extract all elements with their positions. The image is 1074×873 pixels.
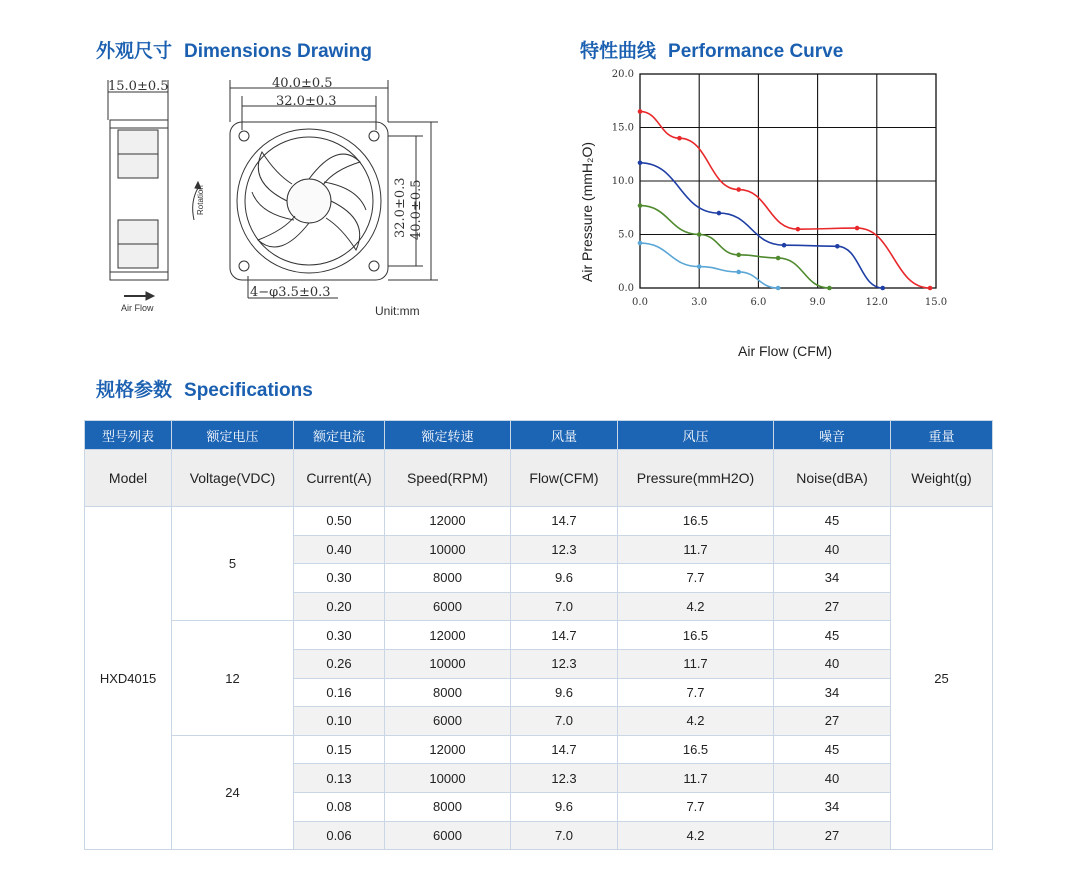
outer-width-label: 40.0±0.5 xyxy=(272,76,333,91)
speed-cell: 12000 xyxy=(385,621,511,650)
series-point-2 xyxy=(697,232,702,237)
header-cn-2: 额定电流 xyxy=(294,421,385,450)
y-tick-label: 10.0 xyxy=(611,176,634,187)
header-en-6: Noise(dBA) xyxy=(774,450,891,507)
table-header-cn xyxy=(85,421,993,450)
series-point-0 xyxy=(855,226,860,231)
current-cell: 0.40 xyxy=(294,535,385,564)
current-cell: 0.30 xyxy=(294,564,385,593)
current-cell: 0.06 xyxy=(294,821,385,850)
speed-cell: 6000 xyxy=(385,821,511,850)
x-tick-label: 9.0 xyxy=(809,297,826,308)
voltage-cell: 24 xyxy=(172,735,294,849)
y-tick-label: 5.0 xyxy=(618,229,634,241)
noise-cell: 45 xyxy=(774,735,891,764)
flow-cell: 9.6 xyxy=(511,678,618,707)
header-en-7: Weight(g) xyxy=(891,450,993,507)
x-tick-label: 6.0 xyxy=(750,297,767,308)
rotation-label: Rotation xyxy=(196,185,205,215)
current-cell: 0.13 xyxy=(294,764,385,793)
pressure-cell: 11.7 xyxy=(618,535,774,564)
header-en-3: Speed(RPM) xyxy=(385,450,511,507)
performance-chart xyxy=(575,62,965,367)
speed-cell: 6000 xyxy=(385,707,511,736)
series-point-3 xyxy=(736,270,741,275)
y-tick-label: 20.0 xyxy=(611,69,634,80)
series-line-3 xyxy=(640,243,778,288)
pressure-cell: 16.5 xyxy=(618,621,774,650)
series-point-1 xyxy=(835,244,840,249)
speed-cell: 6000 xyxy=(385,592,511,621)
header-cn-4: 风量 xyxy=(511,421,618,450)
holes-label: 4−φ3.5±0.3 xyxy=(250,285,331,300)
voltage-cell: 12 xyxy=(172,621,294,735)
noise-cell: 45 xyxy=(774,621,891,650)
header-cn-3: 额定转速 xyxy=(385,421,511,450)
airflow-arrow xyxy=(124,292,154,300)
voltage-cell: 5 xyxy=(172,507,294,621)
speed-cell: 10000 xyxy=(385,649,511,678)
specs-title xyxy=(96,375,313,402)
speed-cell: 10000 xyxy=(385,764,511,793)
header-en-0: Model xyxy=(85,450,172,507)
noise-cell: 40 xyxy=(774,764,891,793)
table-row xyxy=(85,735,993,764)
table-body xyxy=(85,507,993,850)
flow-cell: 9.6 xyxy=(511,792,618,821)
series-line-0 xyxy=(640,111,930,288)
header-cn-7: 重量 xyxy=(891,421,993,450)
speed-cell: 12000 xyxy=(385,507,511,536)
speed-cell: 8000 xyxy=(385,678,511,707)
header-cn-1: 额定电压 xyxy=(172,421,294,450)
hole-spacing-v-label: 32.0±0.3 xyxy=(393,177,408,238)
noise-cell: 27 xyxy=(774,707,891,736)
current-cell: 0.08 xyxy=(294,792,385,821)
series-point-1 xyxy=(880,286,885,291)
hole-spacing-label: 32.0±0.3 xyxy=(276,94,337,109)
table-row xyxy=(85,507,993,536)
flow-cell: 14.7 xyxy=(511,621,618,650)
speed-cell: 8000 xyxy=(385,792,511,821)
flow-cell: 14.7 xyxy=(511,735,618,764)
series-point-2 xyxy=(736,253,741,258)
flow-cell: 7.0 xyxy=(511,707,618,736)
series-point-3 xyxy=(697,264,702,269)
airflow-label: Air Flow xyxy=(121,303,154,313)
series-point-3 xyxy=(776,286,781,291)
dimensions-title-en: Dimensions Drawing xyxy=(184,41,372,62)
speed-cell: 10000 xyxy=(385,535,511,564)
flow-cell: 7.0 xyxy=(511,592,618,621)
specs-title-en: Specifications xyxy=(184,380,313,401)
flow-cell: 7.0 xyxy=(511,821,618,850)
performance-title xyxy=(580,36,843,63)
current-cell: 0.26 xyxy=(294,649,385,678)
dimensions-drawing xyxy=(98,70,458,325)
noise-cell: 27 xyxy=(774,821,891,850)
y-tick-label: 0.0 xyxy=(618,283,634,294)
noise-cell: 45 xyxy=(774,507,891,536)
x-tick-label: 0.0 xyxy=(632,297,648,308)
current-cell: 0.15 xyxy=(294,735,385,764)
series-point-1 xyxy=(717,211,722,216)
noise-cell: 27 xyxy=(774,592,891,621)
x-tick-label: 12.0 xyxy=(865,297,888,308)
model-cell: HXD4015 xyxy=(85,507,172,850)
chart-series xyxy=(638,109,933,290)
x-tick-label: 3.0 xyxy=(691,297,708,308)
pressure-cell: 7.7 xyxy=(618,678,774,707)
x-tick-label: 15.0 xyxy=(924,297,948,308)
pressure-cell: 11.7 xyxy=(618,764,774,793)
flow-cell: 9.6 xyxy=(511,564,618,593)
flow-cell: 12.3 xyxy=(511,649,618,678)
current-cell: 0.10 xyxy=(294,707,385,736)
current-cell: 0.20 xyxy=(294,592,385,621)
speed-cell: 8000 xyxy=(385,564,511,593)
performance-title-cn: 特性曲线 xyxy=(580,41,657,62)
performance-title-en: Performance Curve xyxy=(668,41,844,62)
current-cell: 0.50 xyxy=(294,507,385,536)
series-point-0 xyxy=(736,187,741,192)
table-header-en xyxy=(85,450,993,507)
series-point-0 xyxy=(638,109,643,114)
chart-xlabel: Air Flow (CFM) xyxy=(738,343,833,359)
dimensions-title xyxy=(96,36,372,63)
specs-title-cn: 规格参数 xyxy=(96,380,173,401)
series-point-0 xyxy=(928,286,933,291)
current-cell: 0.16 xyxy=(294,678,385,707)
header-cn-5: 风压 xyxy=(618,421,774,450)
header-cn-0: 型号列表 xyxy=(85,421,172,450)
noise-cell: 40 xyxy=(774,535,891,564)
series-point-2 xyxy=(827,286,832,291)
pressure-cell: 16.5 xyxy=(618,735,774,764)
pressure-cell: 7.7 xyxy=(618,792,774,821)
outer-height-label: 40.0±0.5 xyxy=(409,179,424,240)
header-cn-6: 噪音 xyxy=(774,421,891,450)
series-point-2 xyxy=(776,256,781,261)
unit-label: Unit:mm xyxy=(375,304,420,318)
table-row xyxy=(85,621,993,650)
speed-cell: 12000 xyxy=(385,735,511,764)
header-en-2: Current(A) xyxy=(294,450,385,507)
flow-cell: 12.3 xyxy=(511,535,618,564)
current-cell: 0.30 xyxy=(294,621,385,650)
fan-side-view xyxy=(108,80,168,280)
chart-ylabel: Air Pressure (mmH₂O) xyxy=(579,142,595,282)
pressure-cell: 4.2 xyxy=(618,821,774,850)
series-point-0 xyxy=(796,227,801,232)
series-point-3 xyxy=(638,241,643,246)
flow-cell: 14.7 xyxy=(511,507,618,536)
series-line-2 xyxy=(640,206,829,288)
y-tick-label: 15.0 xyxy=(611,122,634,134)
series-point-1 xyxy=(638,161,643,166)
header-en-4: Flow(CFM) xyxy=(511,450,618,507)
weight-cell: 25 xyxy=(891,507,993,850)
pressure-cell: 11.7 xyxy=(618,649,774,678)
pressure-cell: 7.7 xyxy=(618,564,774,593)
chart-ticks xyxy=(612,69,947,308)
pressure-cell: 4.2 xyxy=(618,707,774,736)
pressure-cell: 16.5 xyxy=(618,507,774,536)
flow-cell: 12.3 xyxy=(511,764,618,793)
noise-cell: 34 xyxy=(774,564,891,593)
side-width-label: 15.0±0.5 xyxy=(108,79,169,94)
series-point-0 xyxy=(677,136,682,141)
series-point-2 xyxy=(638,203,643,208)
pressure-cell: 4.2 xyxy=(618,592,774,621)
noise-cell: 40 xyxy=(774,649,891,678)
header-en-1: Voltage(VDC) xyxy=(172,450,294,507)
header-en-5: Pressure(mmH2O) xyxy=(618,450,774,507)
specs-table xyxy=(84,420,993,850)
noise-cell: 34 xyxy=(774,678,891,707)
series-point-1 xyxy=(782,243,787,248)
noise-cell: 34 xyxy=(774,792,891,821)
dimensions-title-cn: 外观尺寸 xyxy=(96,41,173,62)
